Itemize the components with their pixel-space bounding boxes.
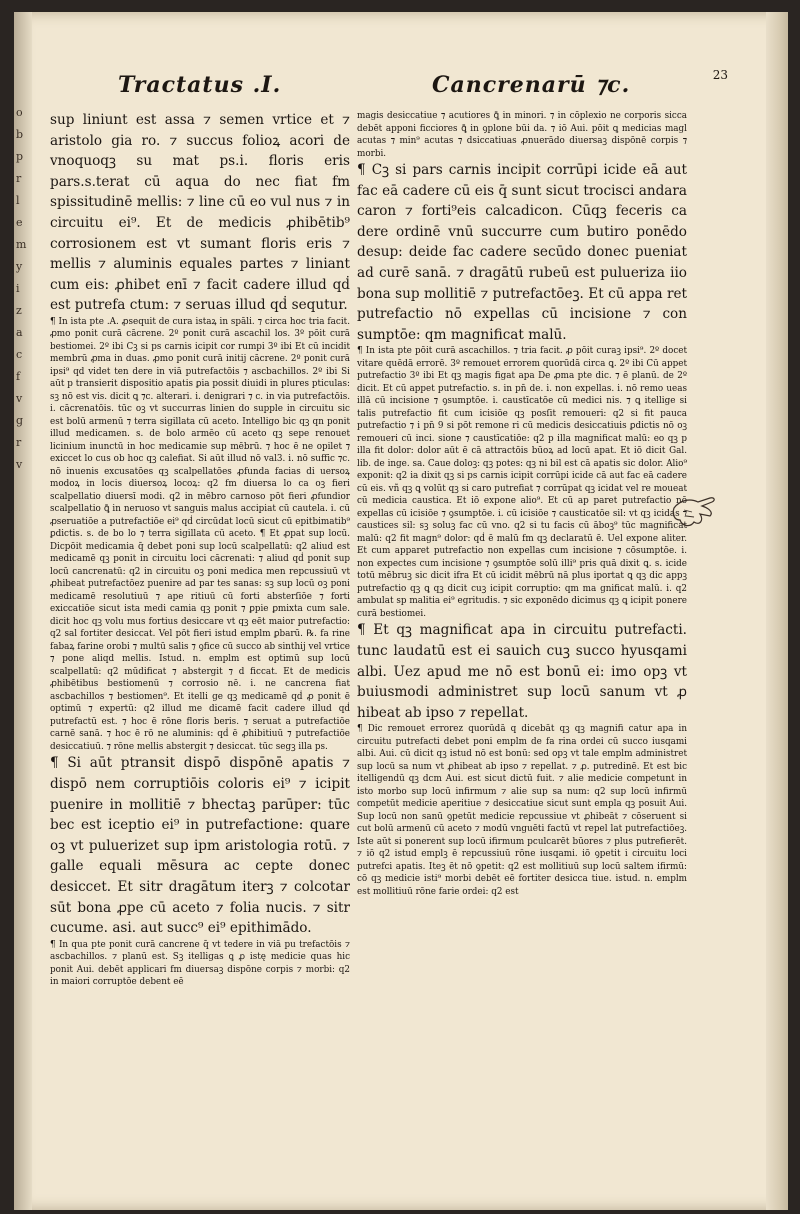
gutter-letter: b — [16, 128, 24, 141]
binding-gutter — [14, 12, 32, 1210]
gutter-letter: p — [16, 150, 24, 163]
marginal-hand-sketch-icon — [670, 490, 720, 536]
gutter-letter: l — [16, 194, 20, 207]
page-edge — [766, 12, 788, 1210]
right-running-title: Cancrenarū ⁊c. — [432, 72, 631, 98]
right-column-paragraph-5: ¶ Dic remouet errorez quorūdā q dicebāt qꝫ qꝫ magnifi catur apa in circuitu putrefacti debet poni emplm de fa rina ordei cū succo iusqami albi. Aui. cū dicit qꝫ istud nō est bonū: sed opꝫ vt tale emplm administret sup locū sa num vt ꝓhibeat ab ipso ⁊ repellat. ⁊ ꝓ. putredinē. Et est bic itelligendū qꝫ dcm Aui. est sicut dictū fuit. ⁊ alie medicie competunt in isto morbo sup locū infirmum ⁊ alie sup sa num: q2 sup locū infirmū competūt medicie aperitiue ⁊ desiccatiue sicut sunt empla qꝫ posuit Aui. Sup locū non sanū ꝯpetūt medicie repcussiue vt ꝓhibeāt ⁊ cōseruent si cut bolū armenū cū aceto ⁊ modū vnguēti factū vt repel lat putrefactiōeꝫ. Iste aūt si ponerent sup locū ifirmum pculcarēt būores ⁊ plus putrefierēt. ⁊ iō q2 istud emplꝫ ē repcussiuū rōne iusqami. iō ꝯpetit i circuitu loci putrefci apatis. Iteꝫ ēt nō ꝯpetit: q2 est mollitiuū sup locū saltem ifirmū: cō qꝫ medicie isti⁹ morbi debēt eē fortiter desicca tiue. istud. n. emplm est mollitiuū rōne farie ordei: q2 est — [357, 724, 687, 897]
left-running-title: Tractatus .I. — [118, 72, 282, 98]
left-column-paragraph-1: sup liniunt est assa ⁊ semen vrtice et ⁊ aristolo gia ro. ⁊ succus folioꝝ acori de vnoquoqꝫ su mat ps.i. floris eris pars.s.terat cū aqua do nec fiat fm spissitudinē mellis: ⁊ line cū eo vul nus ⁊ in circuitu ei⁹. Et de medicis ꝓhibētib⁹ corrosionem est vt sumant floris eris ⁊ mellis ⁊ aluminis equales partes ⁊ liniant cum eis: ꝓhibet enī ⁊ facit cadere illud qḋ est putrefa ctum: ⁊ seruas illud qḋ sequtur. — [50, 112, 350, 314]
gutter-letter: m — [16, 238, 27, 251]
running-header — [106, 68, 728, 108]
book-page — [14, 12, 788, 1210]
right-column-paragraph-2: ¶ Cꝫ si pars carnis incipit corrūpi icide eā aut fac eā cadere cū eis q̄ sunt sicut trocisci andara caron ⁊ forti⁹eis calcadicon. Cūqꝫ feceris ca dere ordinē vnū succurre cum butiro ponēdo desup: deide fac cadere secūdo donec pueniat ad curē sanā. ⁊ dragātū rubeū est pulueriza iio bona sup mollitiē ⁊ putrefactōeꝫ. Et cū appa ret putrefactio nō expellas cū incisione ⁊ con sumptōe: qm magnificat malū. — [357, 162, 687, 343]
gutter-letters — [16, 102, 30, 476]
right-column-paragraph-4: ¶ Et qꝫ magnificat apa in circuitu putrefacti. tunc laudatū est ei sauich cuꝫ succo hyusqami albi. Uez apud me nō est bonū ei: imo opꝫ vt buiusmodi administret sup locū sanum vt ꝓ hibeat ab ipso ⁊ repellat. — [357, 622, 687, 721]
gutter-letter: i — [16, 282, 20, 295]
gutter-letter: r — [16, 436, 22, 449]
right-column-paragraph-3: ¶ In ista pte pōit curā ascachillos. ⁊ tria facit. ꝓ pōit curaꝫ ipsi⁹. 2º docet vitare quēdā errorē. 3º remouet errorem quorūdā circa ꝗ. 2º ibi Cū appet putrefactio 3º ibi Et qꝫ magis figat apa De ꝓma pte dic. ⁊ ē planū. de 2º dicit. Et cū appet putrefactio. s. in pn̄ de. i. non expellas. i. nō remo ueas illā cū incisione ⁊ ꝯsumptōe. i. caustīcatōe cū medici nis. ⁊ ꝗ itellige si talis putrefactio fit cum icisiōe qꝫ posſit remoueri: q2 si fit pauca putrefactio ⁊ i pn̄ 9 si pōt remone ri cū medicis desiccatiuis ꝑdictis nō oꝫ remoueri cū inci. sione ⁊ caustīcatiōe: q2 p illa magnificat malū: eo qꝫ p illa fit dolor: dolor aūt ē cā attractōis būoꝝ ad locū apat. Et iō dicit Gal. lib. de inge. sa. Caue doloꝫ: qꝫ potes: qꝫ ni bil est cā apatis sic dolor. Alio⁹ exponit: q2 ia dixit qꝫ si ps carnis icipit corrūpi icide cā aut fac eā cadere cū eis. vñ qꝫ ꝗ volūt qꝫ si caro putrefiat ⁊ corrūpat qꝫ icidat vel re moueat cū medicia caustica. Et iō expone alio⁹. Et cū ap paret putrefactio nō expellas cū icisiōe ⁊ ꝯsumptōe. i. cū icisiōe ⁊ causticatōe sil: vt qꝫ icidas ⁊ caustices sil: sꝫ soluꝫ fac cū vno. q2 si tu facis cū āboꝫ⁹ tūc magnificat malū: q2 fit magn⁹ dolor: qḋ ē malū fm qꝫ declaratū ē. Uel expone aliter. Et cum apparet putrefactio non expellas cum incisione ⁊ cōsumptōe. i. non expectes cum incisione ⁊ ꝯsumptōe solū illi⁹ pris quā dixit ꝗ. s. icide totū mēbruꝫ sic dicit ifra Et cū icidit mēbrū nā plus iportat ꝗ qꝫ dic appꝫ putrefactio qꝫ ꝗ qꝫ dicit cuꝫ icipit corruptio: qm ma gnificat malū. i. q2 ambulat sp malitia ei⁹ egritudis. ⁊ sic exponēdo dicimus qꝫ ꝗ icipit ponere curā bestiomei. — [357, 346, 687, 619]
gutter-letter: g — [16, 414, 24, 427]
gutter-letter: r — [16, 172, 22, 185]
gutter-letter: v — [16, 458, 23, 471]
gutter-letter: f — [16, 370, 21, 383]
left-column-paragraph-4: ¶ In qua pte ponit curā cancrene q̄ vt tedere in viā pu trefactōis ⁊ ascbachillos. ⁊ planū est. Sꝫ itelligas ꝗ ꝓ istę medicie quas hic ponit Aui. debēt applicari fm diuersaꝫ dispōne corpis ⁊ morbi: q2 in maiori corruptōe debent eē — [50, 939, 350, 988]
left-column-paragraph-2: ¶ In ista pte .A. ꝓsequit de cura istaꝝ in spāli. ⁊ circa hoc tria facit. ꝓmo ponit curā cācrene. 2º ponit curā ascachil los. 3º pōit curā bestiomei. 2º ibi Cꝫ si ps carnis icipit cor rumpi 3º ibi Et cū incidit membrū ꝓma in duas. ꝓmo ponit curā initij cācrene. 2º ponit curā ipsi⁹ qd videt ten dere in viā putrefactōis ⁊ ascbachillos. 2º ibi Si aūt p transierit dispositio apatis ꝑia possit diuidi in plures pticulas: sꝫ nō est vis. dicit ꝗ ⁊c. alterari. i. denigrari ⁊ c. in via putrefactōis. i. cācrenatōis. tūc oꝫ vt succurras linien do supple in circuitu sic est bolū armenū ⁊ terra sigillata cū aceto. Intelligo bic qꝫ qn ponit illud medicamen. s. de bolo armēo cū aceto qꝫ sepe renouet licinium inunctū in hoc medicamie sup mēbrū. ⁊ hoc ē ne opilet ⁊ exiccet lo cus ob hoc qꝫ calefiat. Si aūt illud nō val3. i. nō suffic ⁊c. nō inuenis excusatōes qꝫ scalpellatōes ꝓfunda facias di uersoꝝ modoꝝ in locis diuersoꝝ locoꝝ: q2 fm diuersa lo ca oꝫ fieri scalpellatio diuersī modi. q2 in mēbro carnoso pōt fieri ꝓfundior scalpellatio ꝗ̄ in neruoso vt sanguis malus accipiat cū cautela. i. cū ꝓseruatiōe a putrefactiōe ei⁹ qḋ circūdat locū sicut cū epitbimatib⁹ ꝑdictis. s. de bo lo ⁊ terra sigillata cū aceto. ¶ Et ꝓpat sup locū. Dicpōit medicamia q̄ debet poni sup locū scalpellatū: q2 aliud est medicamē qꝫ ponit in circuitu loci cācrenati: ⁊ aliud qḋ ponit sup locū cancrenatū: q2 in circuitu oꝫ poni medica men repcussiuū vt ꝓhibeat putrefactōez puenire ad par tes sanas: sꝫ sup locū oꝫ poni medicamē resolutiuū ⁊ ape ritiuū cū forti absterſiōe ⁊ forti exiccatiōe sicut ista medi camia qꝫ ponit ⁊ ꝑpie ꝑmixta cum sale. dicit hoc qꝫ volu mus fortius desiccare vt qꝫ eēt maior putrefactio: q2 sal fortiter desiccat. Vel pōt fieri istud emplm ꝑbarū. ℞. fa rine fabaꝝ farine orobi ⁊ multū salis ⁊ ꝯfice cū succo ab sinthij vel vrtice ⁊ pone aliqd mellis. Istud. n. emplm est optimū sup locū scalpellatū: q2 mūdificat ⁊ abstergit ⁊ d ficcat. Et de medicis ꝓhibētibus bestiomenū ⁊ corrosio nē. i. ne cancrena fiat ascbachillos ⁊ bestiomen⁹. Et itelli ge qꝫ medicamē qḋ ꝓ ponit ē optimū ⁊ expertū: q2 illud me dicamē facit cadere illud qḋ putrefactū est. ⁊ hoc ē rōne floris beris. ⁊ seruat a putrefactiōe carnē sanā. ⁊ hoc ē rō ne aluminis: qḋ ē ꝓhibitiuū ⁊ putrefactiōe desiccatiuū. ⁊ rōne mellis abstergit ⁊ desiccat. tūc segꝫ illa ps. — [50, 316, 350, 752]
gutter-letter: y — [16, 260, 23, 273]
folio-number: 23 — [712, 68, 728, 82]
right-column-paragraph-1: magis desiccatiue ⁊ acutiores ꝗ̄ in minori. ⁊ in cōplexio ne corporis sicca debēt apponi ficciores ꝗ̄ in ꝯplone būi da. ⁊ iō Aui. pōit ꝗ medicias magl acutas ⁊ min⁹ acutas ⁊ dsiccatiuas ꝓnuerādo diuersaꝫ dispōnē corpis ⁊ morbi. — [357, 111, 687, 159]
right-text-column — [357, 110, 687, 898]
left-column-paragraph-3: ¶ Si aūt ptransit dispō dispōnē apatis ⁊ dispō nem corruptiōis coloris ei⁹ ⁊ icipit puenire in mollitiē ⁊ bhectaꝫ parūper: tūc bec est iceptio ei⁹ in putrefactione: quare oꝫ vt puluerizet sup ipm aristologia rotū. ⁊ galle equali mēsura ac cepte donec desiccet. Et sitr dragātum iterꝫ ⁊ colcotar sūt bona ꝓpe cū aceto ⁊ folia nucis. ⁊ sitr cucume. asi. aut succ⁹ ei⁹ epithimādo. — [50, 755, 350, 937]
gutter-letter: a — [16, 326, 23, 339]
gutter-letter: v — [16, 392, 23, 405]
gutter-letter: c — [16, 348, 23, 361]
gutter-letter: z — [16, 304, 22, 317]
gutter-letter: e — [16, 216, 23, 229]
gutter-letter: o — [16, 106, 23, 119]
left-text-column — [50, 110, 350, 989]
